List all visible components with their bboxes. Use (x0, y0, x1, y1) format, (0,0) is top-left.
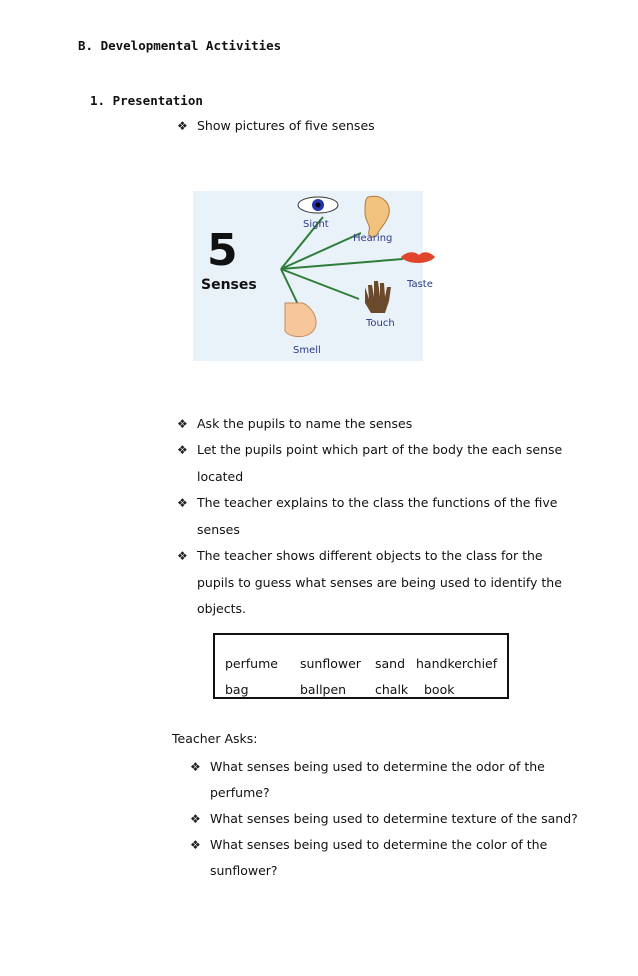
activity-item (177, 437, 562, 463)
activity-item (177, 411, 412, 437)
objects-table (213, 633, 509, 699)
diamond-bullet-icon: ❖ (190, 812, 201, 826)
table-cell: sunflower (300, 656, 361, 671)
table-cell: sand (375, 656, 406, 671)
question-item (190, 806, 578, 832)
activity-item (177, 543, 543, 569)
label-hearing: Hearing (353, 233, 393, 244)
diamond-bullet-icon: ❖ (177, 549, 188, 563)
senses-word: Senses (201, 277, 257, 293)
table-cell: ballpen (300, 682, 347, 697)
activity-line: The teacher explains to the class the functions of the five (197, 495, 558, 510)
question-item (190, 832, 547, 858)
diamond-bullet-icon: ❖ (190, 760, 201, 774)
intro-bullet-item (177, 113, 375, 139)
label-taste: Taste (407, 279, 433, 290)
table-cell: bag (225, 682, 249, 697)
question-item (190, 754, 545, 780)
five-number: 5 (207, 225, 238, 276)
activity-line-continued: pupils to guess what senses are being used to identify the (197, 575, 562, 590)
activity-line-continued: located (197, 469, 244, 484)
table-cell: chalk (375, 682, 409, 697)
question-line-continued: sunflower? (210, 863, 278, 878)
eye-icon (298, 197, 338, 213)
intro-bullet-text: Show pictures of five senses (197, 118, 375, 133)
five-senses-figure (193, 191, 433, 361)
question-line: What senses being used to determine the odor of the (210, 759, 545, 774)
activity-line-continued: objects. (197, 601, 247, 616)
label-touch: Touch (366, 318, 395, 329)
diamond-bullet-icon: ❖ (177, 417, 188, 431)
activity-line: The teacher shows different objects to the class for the (197, 548, 543, 563)
table-cell: perfume (225, 656, 278, 671)
table-cell: handkerchief (416, 656, 498, 671)
activity-item (177, 490, 557, 516)
activity-line: Let the pupils point which part of the body the each sense (197, 442, 563, 457)
diamond-bullet-icon: ❖ (177, 496, 188, 510)
section-heading: B. Developmental Activities (78, 38, 282, 53)
label-smell: Smell (293, 345, 321, 356)
diamond-bullet-icon: ❖ (190, 838, 201, 852)
diamond-bullet-icon: ❖ (177, 119, 188, 133)
question-line: What senses being used to determine the color of the (210, 837, 548, 852)
subsection-heading: 1. Presentation (90, 93, 203, 108)
question-line-continued: perfume? (210, 785, 270, 800)
table-cell: book (424, 682, 455, 697)
label-sight: Sight (303, 219, 329, 230)
activity-line: Ask the pupils to name the senses (197, 416, 413, 431)
diamond-bullet-icon: ❖ (177, 443, 188, 457)
question-line: What senses being used to determine texture of the sand? (210, 811, 578, 826)
teacher-asks-label: Teacher Asks: (172, 731, 258, 746)
activity-line-continued: senses (197, 522, 240, 537)
